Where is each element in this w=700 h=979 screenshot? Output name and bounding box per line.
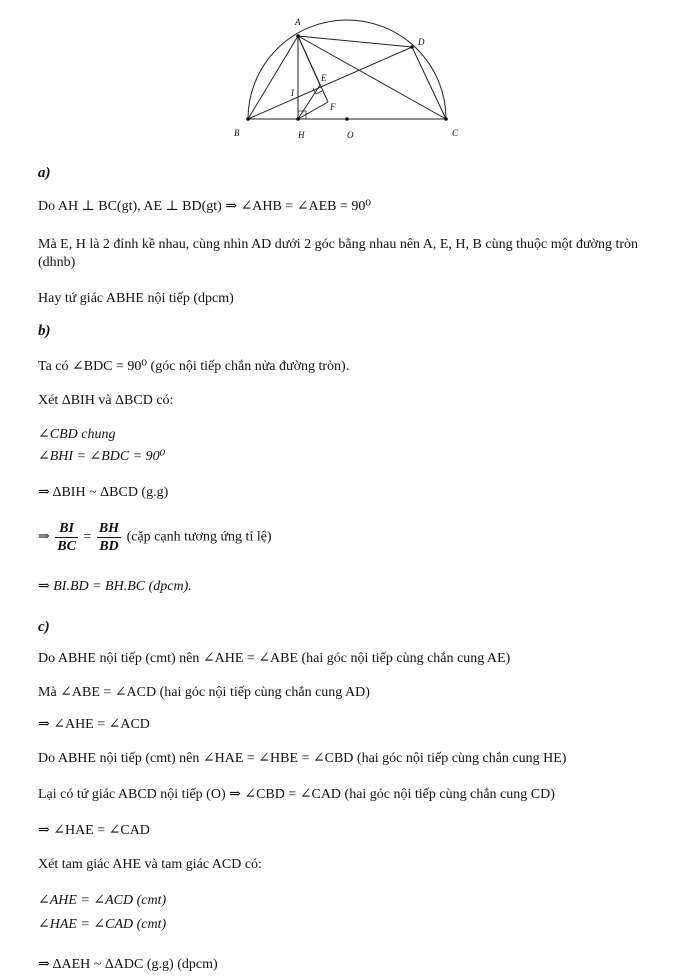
line-b2: Xét ΔBIH và ΔBCD có:: [38, 393, 174, 408]
point-b: [246, 117, 250, 121]
label-h: H: [298, 130, 305, 140]
section-a-heading: a): [38, 165, 51, 181]
line-c1: Do ABHE nội tiếp (cmt) nên ∠AHE = ∠ABE (hai góc nội tiếp cùng chắn cung AE): [38, 651, 511, 666]
line-a2: Mà E, H là 2 đỉnh kề nhau, cùng nhìn AD dưới 2 góc bằng nhau nên A, E, H, B cùng thuộc một đường tròn (dhnb): [38, 237, 639, 270]
line-b6: [38, 520, 272, 555]
label-d: D: [418, 37, 425, 47]
line-b7: ⇒ BI.BD = BH.BC (dpcm).: [38, 579, 192, 594]
geometry-figure: [220, 10, 480, 150]
section-c-heading: c): [38, 619, 50, 635]
segment-he: [298, 85, 320, 119]
line-c8: ∠AHE = ∠ACD (cmt): [38, 893, 167, 908]
fraction-numerator: BH: [98, 521, 120, 536]
label-i: I: [291, 88, 294, 98]
line-c9: ∠HAE = ∠CAD (cmt): [38, 917, 167, 932]
equals-symbol: =: [83, 529, 92, 545]
line-c10: ⇒ ΔAEH ~ ΔADC (g.g) (dpcm): [38, 957, 218, 972]
point-c: [444, 117, 448, 121]
fraction-numerator: BI: [55, 520, 78, 538]
fraction-bi-bc: [55, 520, 78, 555]
implies-symbol: ⇒: [38, 529, 50, 545]
line-a1: Do AH ⊥ BC(gt), AE ⊥ BD(gt) ⇒ ∠AHB = ∠AEB = 90⁰: [38, 199, 371, 214]
segment-ab: [248, 36, 298, 119]
point-h: [296, 117, 300, 121]
line-c4: Do ABHE nội tiếp (cmt) nên ∠HAE = ∠HBE = ∠CBD (hai góc nội tiếp cùng chắn cung HE): [38, 751, 567, 766]
line-b4: ∠BHI = ∠BDC = 90⁰: [38, 449, 166, 464]
line-c5: Lại có tứ giác ABCD nội tiếp (O) ⇒ ∠CBD = ∠CAD (hai góc nội tiếp cùng chắn cung CD): [38, 787, 555, 802]
point-o: [345, 117, 349, 121]
ratio-note: (cặp cạnh tương ứng tỉ lệ): [126, 529, 272, 545]
segment-af: [298, 36, 328, 102]
line-c2: Mà ∠ABE = ∠ACD (hai góc nội tiếp cùng chắn cung AD): [38, 685, 370, 700]
segment-dc: [412, 47, 446, 119]
line-b3: ∠CBD chung: [38, 427, 116, 442]
segment-hf: [298, 102, 328, 119]
fraction-bh-bd: [97, 520, 121, 555]
line-b5: ⇒ ΔBIH ~ ΔBCD (g.g): [38, 485, 169, 500]
label-a: A: [295, 17, 301, 27]
fraction-denominator: BD: [99, 539, 119, 554]
line-c6: ⇒ ∠HAE = ∠CAD: [38, 823, 150, 838]
label-e: E: [321, 73, 327, 83]
fraction-denominator: BC: [57, 539, 76, 554]
line-c7: Xét tam giác AHE và tam giác ACD có:: [38, 857, 262, 872]
line-a3: Hay tứ giác ABHE nội tiếp (dpcm): [38, 291, 234, 306]
label-b: B: [234, 128, 240, 138]
label-o: O: [347, 130, 354, 140]
point-a: [296, 34, 300, 38]
line-c3: ⇒ ∠AHE = ∠ACD: [38, 717, 150, 732]
line-b1: Ta có ∠BDC = 90⁰ (góc nội tiếp chắn nửa đường tròn).: [38, 359, 350, 374]
section-b-heading: b): [38, 323, 51, 339]
point-d: [410, 45, 414, 49]
label-f: F: [330, 102, 336, 112]
label-c: C: [452, 128, 459, 138]
